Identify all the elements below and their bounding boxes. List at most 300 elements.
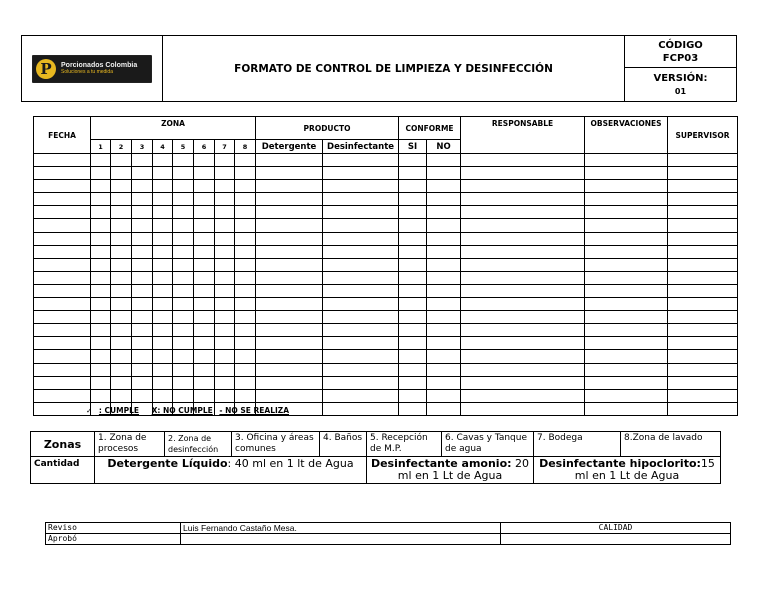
- log-cell[interactable]: [173, 180, 194, 193]
- log-cell[interactable]: [34, 324, 91, 337]
- log-cell[interactable]: [132, 258, 153, 271]
- log-cell[interactable]: [399, 180, 427, 193]
- log-cell[interactable]: [34, 219, 91, 232]
- log-cell[interactable]: [668, 193, 738, 206]
- log-cell[interactable]: [461, 376, 585, 389]
- log-cell[interactable]: [153, 193, 173, 206]
- log-cell[interactable]: [585, 219, 668, 232]
- log-cell[interactable]: [235, 311, 256, 324]
- log-cell[interactable]: [235, 232, 256, 245]
- log-cell[interactable]: [215, 337, 235, 350]
- log-cell[interactable]: [173, 363, 194, 376]
- log-cell[interactable]: [153, 311, 173, 324]
- log-cell[interactable]: [194, 298, 215, 311]
- log-cell[interactable]: [235, 363, 256, 376]
- log-cell[interactable]: [132, 363, 153, 376]
- log-cell[interactable]: [461, 337, 585, 350]
- log-cell[interactable]: [235, 298, 256, 311]
- log-cell[interactable]: [91, 245, 111, 258]
- log-cell[interactable]: [132, 298, 153, 311]
- log-cell[interactable]: [215, 219, 235, 232]
- log-cell[interactable]: [34, 298, 91, 311]
- log-cell[interactable]: [153, 167, 173, 180]
- log-cell[interactable]: [399, 337, 427, 350]
- log-cell[interactable]: [399, 258, 427, 271]
- log-cell[interactable]: [323, 376, 399, 389]
- log-cell[interactable]: [194, 154, 215, 167]
- log-cell[interactable]: [91, 284, 111, 297]
- log-cell[interactable]: [153, 298, 173, 311]
- log-cell[interactable]: [399, 376, 427, 389]
- log-cell[interactable]: [399, 363, 427, 376]
- log-cell[interactable]: [256, 311, 323, 324]
- log-cell[interactable]: [173, 271, 194, 284]
- log-cell[interactable]: [153, 245, 173, 258]
- log-cell[interactable]: [173, 298, 194, 311]
- log-cell[interactable]: [399, 193, 427, 206]
- log-cell[interactable]: [585, 245, 668, 258]
- log-cell[interactable]: [235, 154, 256, 167]
- log-cell[interactable]: [399, 206, 427, 219]
- log-cell[interactable]: [256, 284, 323, 297]
- log-cell[interactable]: [585, 284, 668, 297]
- log-cell[interactable]: [132, 154, 153, 167]
- log-cell[interactable]: [132, 180, 153, 193]
- log-cell[interactable]: [91, 167, 111, 180]
- log-cell[interactable]: [668, 271, 738, 284]
- log-cell[interactable]: [235, 337, 256, 350]
- log-cell[interactable]: [461, 258, 585, 271]
- log-cell[interactable]: [215, 258, 235, 271]
- log-cell[interactable]: [427, 402, 461, 415]
- log-cell[interactable]: [235, 180, 256, 193]
- log-cell[interactable]: [668, 245, 738, 258]
- log-cell[interactable]: [323, 232, 399, 245]
- log-cell[interactable]: [194, 245, 215, 258]
- log-cell[interactable]: [132, 206, 153, 219]
- log-cell[interactable]: [461, 219, 585, 232]
- log-cell[interactable]: [427, 180, 461, 193]
- log-cell[interactable]: [323, 258, 399, 271]
- log-cell[interactable]: [111, 298, 132, 311]
- log-cell[interactable]: [111, 271, 132, 284]
- log-cell[interactable]: [585, 271, 668, 284]
- log-cell[interactable]: [194, 167, 215, 180]
- log-cell[interactable]: [34, 363, 91, 376]
- log-cell[interactable]: [111, 389, 132, 402]
- log-cell[interactable]: [461, 232, 585, 245]
- log-cell[interactable]: [399, 219, 427, 232]
- log-cell[interactable]: [256, 245, 323, 258]
- log-cell[interactable]: [132, 167, 153, 180]
- log-cell[interactable]: [668, 284, 738, 297]
- log-cell[interactable]: [235, 258, 256, 271]
- log-cell[interactable]: [34, 389, 91, 402]
- log-cell[interactable]: [399, 284, 427, 297]
- log-cell[interactable]: [323, 350, 399, 363]
- log-cell[interactable]: [461, 284, 585, 297]
- log-cell[interactable]: [461, 324, 585, 337]
- log-cell[interactable]: [153, 363, 173, 376]
- log-cell[interactable]: [668, 402, 738, 415]
- log-cell[interactable]: [34, 245, 91, 258]
- log-cell[interactable]: [427, 350, 461, 363]
- log-cell[interactable]: [235, 284, 256, 297]
- log-cell[interactable]: [132, 219, 153, 232]
- log-cell[interactable]: [427, 219, 461, 232]
- log-cell[interactable]: [323, 298, 399, 311]
- log-cell[interactable]: [399, 350, 427, 363]
- log-cell[interactable]: [256, 376, 323, 389]
- log-cell[interactable]: [91, 389, 111, 402]
- log-cell[interactable]: [173, 154, 194, 167]
- log-cell[interactable]: [215, 376, 235, 389]
- log-cell[interactable]: [173, 284, 194, 297]
- log-cell[interactable]: [34, 206, 91, 219]
- log-cell[interactable]: [215, 167, 235, 180]
- log-cell[interactable]: [91, 193, 111, 206]
- log-cell[interactable]: [132, 350, 153, 363]
- log-cell[interactable]: [215, 206, 235, 219]
- log-cell[interactable]: [427, 376, 461, 389]
- log-cell[interactable]: [91, 324, 111, 337]
- log-cell[interactable]: [173, 219, 194, 232]
- log-cell[interactable]: [668, 363, 738, 376]
- log-cell[interactable]: [668, 376, 738, 389]
- log-cell[interactable]: [399, 324, 427, 337]
- log-cell[interactable]: [91, 363, 111, 376]
- log-cell[interactable]: [399, 389, 427, 402]
- log-cell[interactable]: [235, 193, 256, 206]
- log-cell[interactable]: [585, 311, 668, 324]
- log-cell[interactable]: [323, 324, 399, 337]
- log-cell[interactable]: [173, 337, 194, 350]
- log-cell[interactable]: [173, 232, 194, 245]
- log-cell[interactable]: [256, 271, 323, 284]
- log-cell[interactable]: [132, 376, 153, 389]
- log-cell[interactable]: [585, 206, 668, 219]
- log-cell[interactable]: [427, 337, 461, 350]
- log-cell[interactable]: [34, 337, 91, 350]
- log-cell[interactable]: [194, 271, 215, 284]
- log-cell[interactable]: [235, 376, 256, 389]
- log-cell[interactable]: [427, 389, 461, 402]
- log-cell[interactable]: [585, 402, 668, 415]
- log-cell[interactable]: [91, 180, 111, 193]
- log-cell[interactable]: [668, 180, 738, 193]
- log-cell[interactable]: [111, 258, 132, 271]
- log-cell[interactable]: [323, 206, 399, 219]
- log-cell[interactable]: [585, 350, 668, 363]
- log-cell[interactable]: [215, 311, 235, 324]
- log-cell[interactable]: [215, 180, 235, 193]
- log-cell[interactable]: [153, 180, 173, 193]
- log-cell[interactable]: [256, 206, 323, 219]
- log-cell[interactable]: [585, 232, 668, 245]
- log-cell[interactable]: [585, 258, 668, 271]
- log-cell[interactable]: [235, 167, 256, 180]
- log-cell[interactable]: [427, 324, 461, 337]
- log-cell[interactable]: [215, 245, 235, 258]
- log-cell[interactable]: [323, 402, 399, 415]
- log-cell[interactable]: [461, 193, 585, 206]
- log-cell[interactable]: [91, 154, 111, 167]
- log-cell[interactable]: [323, 219, 399, 232]
- log-cell[interactable]: [111, 193, 132, 206]
- log-cell[interactable]: [215, 389, 235, 402]
- log-cell[interactable]: [153, 154, 173, 167]
- log-cell[interactable]: [323, 180, 399, 193]
- log-cell[interactable]: [399, 402, 427, 415]
- log-cell[interactable]: [111, 284, 132, 297]
- log-cell[interactable]: [215, 232, 235, 245]
- log-cell[interactable]: [256, 298, 323, 311]
- log-cell[interactable]: [111, 154, 132, 167]
- log-cell[interactable]: [34, 193, 91, 206]
- log-cell[interactable]: [153, 376, 173, 389]
- log-cell[interactable]: [256, 193, 323, 206]
- log-cell[interactable]: [153, 206, 173, 219]
- log-cell[interactable]: [668, 232, 738, 245]
- log-cell[interactable]: [256, 350, 323, 363]
- log-cell[interactable]: [427, 232, 461, 245]
- log-cell[interactable]: [132, 245, 153, 258]
- log-cell[interactable]: [91, 271, 111, 284]
- log-cell[interactable]: [256, 258, 323, 271]
- log-cell[interactable]: [585, 298, 668, 311]
- log-cell[interactable]: [235, 271, 256, 284]
- log-cell[interactable]: [194, 193, 215, 206]
- log-cell[interactable]: [668, 389, 738, 402]
- log-cell[interactable]: [427, 258, 461, 271]
- log-cell[interactable]: [194, 219, 215, 232]
- log-cell[interactable]: [668, 206, 738, 219]
- log-cell[interactable]: [153, 219, 173, 232]
- log-cell[interactable]: [461, 154, 585, 167]
- log-cell[interactable]: [111, 311, 132, 324]
- log-cell[interactable]: [215, 324, 235, 337]
- log-cell[interactable]: [668, 337, 738, 350]
- log-cell[interactable]: [323, 245, 399, 258]
- log-cell[interactable]: [111, 363, 132, 376]
- log-cell[interactable]: [399, 298, 427, 311]
- log-cell[interactable]: [668, 324, 738, 337]
- log-cell[interactable]: [235, 324, 256, 337]
- log-cell[interactable]: [91, 219, 111, 232]
- log-cell[interactable]: [461, 206, 585, 219]
- log-cell[interactable]: [91, 376, 111, 389]
- log-cell[interactable]: [215, 193, 235, 206]
- log-cell[interactable]: [173, 311, 194, 324]
- log-cell[interactable]: [132, 324, 153, 337]
- log-cell[interactable]: [585, 167, 668, 180]
- log-cell[interactable]: [427, 206, 461, 219]
- log-cell[interactable]: [668, 298, 738, 311]
- log-cell[interactable]: [427, 298, 461, 311]
- log-cell[interactable]: [256, 363, 323, 376]
- log-cell[interactable]: [91, 298, 111, 311]
- log-cell[interactable]: [194, 337, 215, 350]
- log-cell[interactable]: [256, 232, 323, 245]
- log-cell[interactable]: [585, 363, 668, 376]
- log-cell[interactable]: [399, 245, 427, 258]
- log-cell[interactable]: [173, 376, 194, 389]
- log-cell[interactable]: [194, 180, 215, 193]
- log-cell[interactable]: [461, 389, 585, 402]
- log-cell[interactable]: [111, 376, 132, 389]
- log-cell[interactable]: [461, 402, 585, 415]
- log-cell[interactable]: [111, 337, 132, 350]
- log-cell[interactable]: [461, 298, 585, 311]
- log-cell[interactable]: [668, 311, 738, 324]
- log-cell[interactable]: [399, 271, 427, 284]
- log-cell[interactable]: [173, 258, 194, 271]
- log-cell[interactable]: [399, 154, 427, 167]
- log-cell[interactable]: [235, 219, 256, 232]
- log-cell[interactable]: [585, 324, 668, 337]
- log-cell[interactable]: [585, 337, 668, 350]
- log-cell[interactable]: [256, 324, 323, 337]
- log-cell[interactable]: [668, 350, 738, 363]
- log-cell[interactable]: [153, 271, 173, 284]
- log-cell[interactable]: [91, 337, 111, 350]
- log-cell[interactable]: [399, 167, 427, 180]
- log-cell[interactable]: [173, 193, 194, 206]
- log-cell[interactable]: [399, 311, 427, 324]
- log-cell[interactable]: [34, 167, 91, 180]
- log-cell[interactable]: [585, 180, 668, 193]
- log-cell[interactable]: [399, 232, 427, 245]
- log-cell[interactable]: [427, 311, 461, 324]
- log-cell[interactable]: [427, 271, 461, 284]
- log-cell[interactable]: [132, 389, 153, 402]
- log-cell[interactable]: [235, 350, 256, 363]
- log-cell[interactable]: [153, 232, 173, 245]
- log-cell[interactable]: [194, 389, 215, 402]
- log-cell[interactable]: [111, 245, 132, 258]
- log-cell[interactable]: [215, 298, 235, 311]
- log-cell[interactable]: [194, 206, 215, 219]
- log-cell[interactable]: [132, 337, 153, 350]
- log-cell[interactable]: [585, 193, 668, 206]
- log-cell[interactable]: [585, 389, 668, 402]
- log-cell[interactable]: [215, 154, 235, 167]
- log-cell[interactable]: [34, 154, 91, 167]
- log-cell[interactable]: [91, 350, 111, 363]
- log-cell[interactable]: [153, 324, 173, 337]
- log-cell[interactable]: [256, 337, 323, 350]
- log-cell[interactable]: [256, 167, 323, 180]
- log-cell[interactable]: [34, 376, 91, 389]
- log-cell[interactable]: [111, 180, 132, 193]
- log-cell[interactable]: [153, 258, 173, 271]
- log-cell[interactable]: [668, 167, 738, 180]
- log-cell[interactable]: [256, 180, 323, 193]
- log-cell[interactable]: [668, 219, 738, 232]
- log-cell[interactable]: [173, 167, 194, 180]
- log-cell[interactable]: [91, 232, 111, 245]
- log-cell[interactable]: [194, 258, 215, 271]
- log-cell[interactable]: [91, 311, 111, 324]
- log-cell[interactable]: [91, 258, 111, 271]
- log-cell[interactable]: [34, 284, 91, 297]
- log-cell[interactable]: [323, 167, 399, 180]
- log-cell[interactable]: [132, 284, 153, 297]
- log-cell[interactable]: [427, 154, 461, 167]
- log-cell[interactable]: [194, 350, 215, 363]
- log-cell[interactable]: [323, 271, 399, 284]
- log-cell[interactable]: [91, 206, 111, 219]
- log-cell[interactable]: [323, 337, 399, 350]
- log-cell[interactable]: [153, 284, 173, 297]
- log-cell[interactable]: [173, 350, 194, 363]
- log-cell[interactable]: [461, 363, 585, 376]
- log-cell[interactable]: [235, 206, 256, 219]
- log-cell[interactable]: [427, 193, 461, 206]
- log-cell[interactable]: [194, 324, 215, 337]
- log-cell[interactable]: [323, 363, 399, 376]
- log-cell[interactable]: [34, 258, 91, 271]
- log-cell[interactable]: [427, 167, 461, 180]
- log-cell[interactable]: [256, 154, 323, 167]
- log-cell[interactable]: [215, 350, 235, 363]
- log-cell[interactable]: [132, 271, 153, 284]
- log-cell[interactable]: [34, 271, 91, 284]
- log-cell[interactable]: [215, 363, 235, 376]
- log-cell[interactable]: [194, 311, 215, 324]
- log-cell[interactable]: [323, 193, 399, 206]
- log-cell[interactable]: [111, 219, 132, 232]
- log-cell[interactable]: [132, 232, 153, 245]
- log-cell[interactable]: [427, 284, 461, 297]
- log-cell[interactable]: [585, 376, 668, 389]
- log-cell[interactable]: [111, 324, 132, 337]
- log-cell[interactable]: [173, 389, 194, 402]
- log-cell[interactable]: [323, 284, 399, 297]
- log-cell[interactable]: [256, 389, 323, 402]
- log-cell[interactable]: [323, 389, 399, 402]
- log-cell[interactable]: [194, 284, 215, 297]
- log-cell[interactable]: [256, 219, 323, 232]
- log-cell[interactable]: [461, 167, 585, 180]
- log-cell[interactable]: [111, 167, 132, 180]
- log-cell[interactable]: [194, 232, 215, 245]
- log-cell[interactable]: [34, 232, 91, 245]
- log-cell[interactable]: [153, 350, 173, 363]
- log-cell[interactable]: [111, 350, 132, 363]
- log-cell[interactable]: [235, 245, 256, 258]
- log-cell[interactable]: [153, 389, 173, 402]
- log-cell[interactable]: [34, 311, 91, 324]
- log-cell[interactable]: [323, 311, 399, 324]
- log-cell[interactable]: [461, 311, 585, 324]
- log-cell[interactable]: [34, 402, 91, 415]
- log-cell[interactable]: [173, 206, 194, 219]
- log-cell[interactable]: [194, 376, 215, 389]
- log-cell[interactable]: [427, 363, 461, 376]
- log-cell[interactable]: [427, 245, 461, 258]
- log-cell[interactable]: [461, 180, 585, 193]
- log-cell[interactable]: [34, 350, 91, 363]
- log-cell[interactable]: [215, 271, 235, 284]
- log-cell[interactable]: [111, 206, 132, 219]
- log-cell[interactable]: [34, 180, 91, 193]
- log-cell[interactable]: [585, 154, 668, 167]
- log-cell[interactable]: [668, 154, 738, 167]
- log-cell[interactable]: [461, 245, 585, 258]
- log-cell[interactable]: [153, 337, 173, 350]
- log-cell[interactable]: [173, 324, 194, 337]
